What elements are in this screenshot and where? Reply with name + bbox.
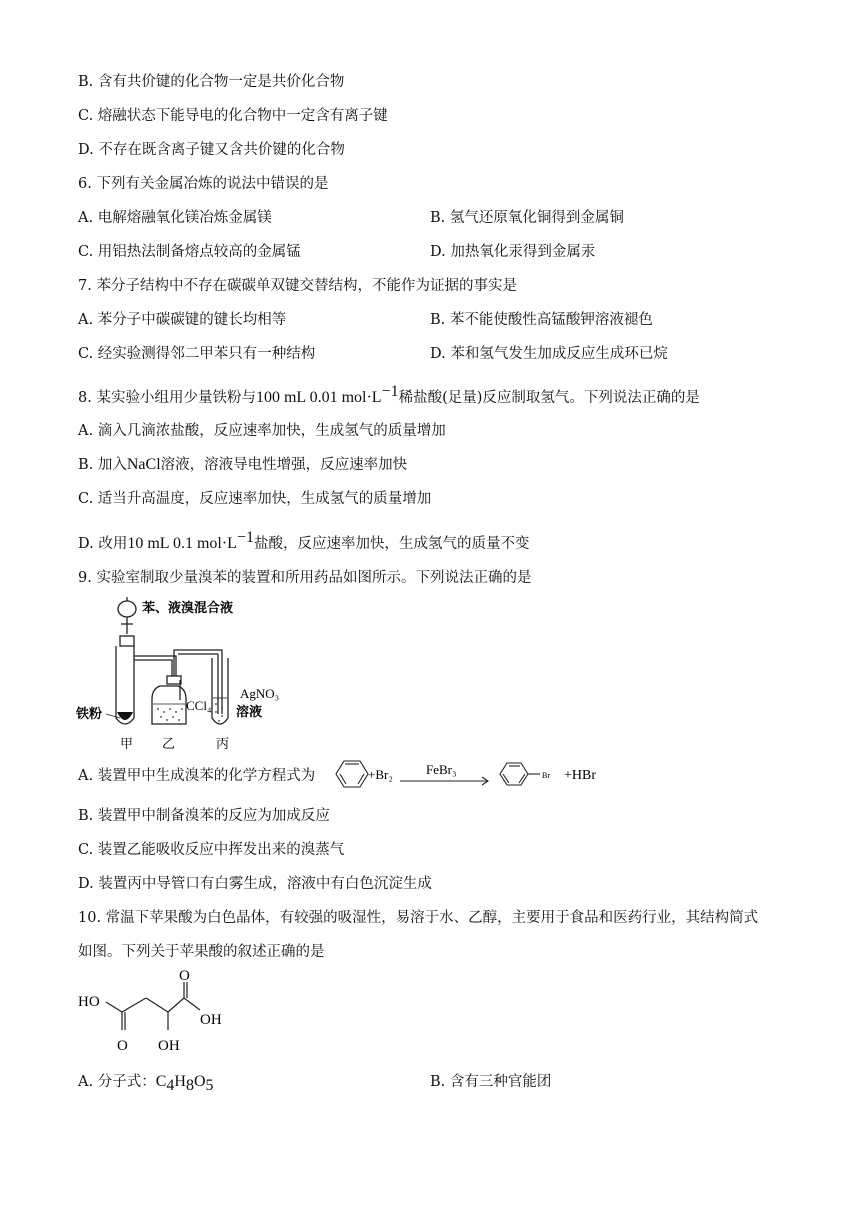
funnel-label: 苯、液溴混合液 (142, 600, 234, 615)
q8d-concentration-exp: −1 (236, 529, 254, 546)
formula-o-sub: 5 (205, 1076, 214, 1094)
q8-option-c: C. 适当升高温度，反应速率加快，生成氢气的质量增加 (78, 491, 432, 507)
q5-option-c: C. 熔融状态下能导电的化合物中一定含有离子键 (78, 108, 388, 124)
iron-powder-label: 铁粉 (76, 706, 103, 721)
q9-option-d: D. 装置丙中导管口有白雾生成，溶液中有白色沉淀生成 (78, 876, 432, 892)
q6-option-b: B. 氢气还原氧化铜得到金属铜 (430, 210, 624, 226)
q6-option-d: D. 加热氧化汞得到金属汞 (430, 244, 596, 260)
equation-br2: +Br₂ (368, 767, 393, 782)
q9-option-b: B. 装置甲中制备溴苯的反应为加成反应 (78, 808, 330, 824)
q7-option-a: A. 苯分子中碳碳键的键长均相等 (78, 312, 287, 328)
q10-stem-line1: 10. 常温下苹果酸为白色晶体，有较强的吸湿性，易溶于水、乙醇，主要用于食品和医药行业，其结构简式 (78, 910, 759, 926)
q5-option-b: B. 含有共价键的化合物一定是共价化合物 (78, 74, 345, 90)
q8b-post: 溶液，溶液导电性增强，反应速率加快 (160, 457, 408, 473)
formula-o: O (193, 1073, 206, 1090)
o-bottom-label: O (117, 1038, 128, 1054)
oh-bottom-label: OH (158, 1038, 180, 1054)
label-jia: 甲 (120, 736, 134, 751)
bromobenzene-apparatus-figure (76, 594, 306, 754)
q9-option-c: C. 装置乙能吸收反应中挥发出来的溴蒸气 (78, 842, 345, 858)
formula-c-sub: 4 (166, 1076, 175, 1094)
q8d-post: 盐酸，反应速率加快，生成氢气的质量不变 (253, 535, 530, 552)
q7-stem: 7. 苯分子结构中不存在碳碳单双键交替结构，不能作为证据的事实是 (78, 278, 517, 294)
q7-option-b: B. 苯不能使酸性高锰酸钾溶液褪色 (430, 312, 653, 328)
o-top-label: O (179, 968, 190, 984)
equation-br: Br (542, 771, 550, 780)
q9-stem: 9. 实验室制取少量溴苯的装置和所用药品如图所示。下列说法正确的是 (78, 570, 532, 586)
q8-stem-pre: 8. 某实验小组用少量铁粉与 (78, 389, 256, 406)
q8-stem (78, 382, 700, 408)
q8-concentration-exp: −1 (381, 383, 399, 400)
q10a-pre: A. 分子式： (78, 1074, 156, 1090)
equation-hbr: +HBr (564, 768, 597, 783)
q8-option-b (78, 455, 407, 475)
q6-option-a: A. 电解熔融氧化镁冶炼金属镁 (78, 210, 272, 226)
agno3-label: AgNO₃ (240, 686, 280, 701)
q9-option-a-text: A. 装置甲中生成溴苯的化学方程式为 (78, 768, 316, 784)
q6-option-c: C. 用铝热法制备熔点较高的金属锰 (78, 244, 301, 260)
q8b-nacl: NaCl (126, 456, 161, 473)
solution-label: 溶液 (236, 704, 263, 719)
q8-option-d (78, 528, 529, 554)
q10-option-a (78, 1072, 214, 1096)
q8-stem-post: 稀盐酸(足量)反应制取氢气。下列说法正确的是 (398, 389, 700, 406)
ccl4-label: CCl₄ (186, 698, 212, 713)
q8-concentration: 100 mL 0.01 mol·L (255, 388, 382, 406)
q8-option-a: A. 滴入几滴浓盐酸，反应速率加快，生成氢气的质量增加 (78, 423, 446, 439)
label-yi: 乙 (162, 736, 176, 751)
q7-option-c: C. 经实验测得邻二甲苯只有一种结构 (78, 346, 316, 362)
q8b-pre: B. 加入 (78, 457, 127, 473)
ho-label: HO (78, 994, 100, 1010)
q10-stem-line2: 如图。下列关于苹果酸的叙述正确的是 (78, 944, 325, 960)
q8d-pre: D. 改用 (78, 535, 128, 552)
oh-label: OH (200, 1012, 222, 1028)
malic-acid-structure (76, 966, 246, 1058)
formula-h: H (174, 1073, 186, 1090)
q7-option-d: D. 苯和氢气发生加成反应生成环已烷 (430, 346, 668, 362)
q8d-concentration: 10 mL 0.1 mol·L (127, 534, 237, 552)
formula-c: C (155, 1073, 167, 1090)
q5-option-d: D. 不存在既含离子键又含共价键的化合物 (78, 142, 345, 158)
label-bing: 丙 (216, 736, 230, 751)
formula-h-sub: 8 (185, 1076, 194, 1094)
bromination-equation (328, 756, 608, 792)
q10-option-b: B. 含有三种官能团 (430, 1074, 552, 1090)
q6-stem: 6. 下列有关金属冶炼的说法中错误的是 (78, 176, 329, 192)
equation-catalyst: FeBr₃ (426, 762, 457, 777)
